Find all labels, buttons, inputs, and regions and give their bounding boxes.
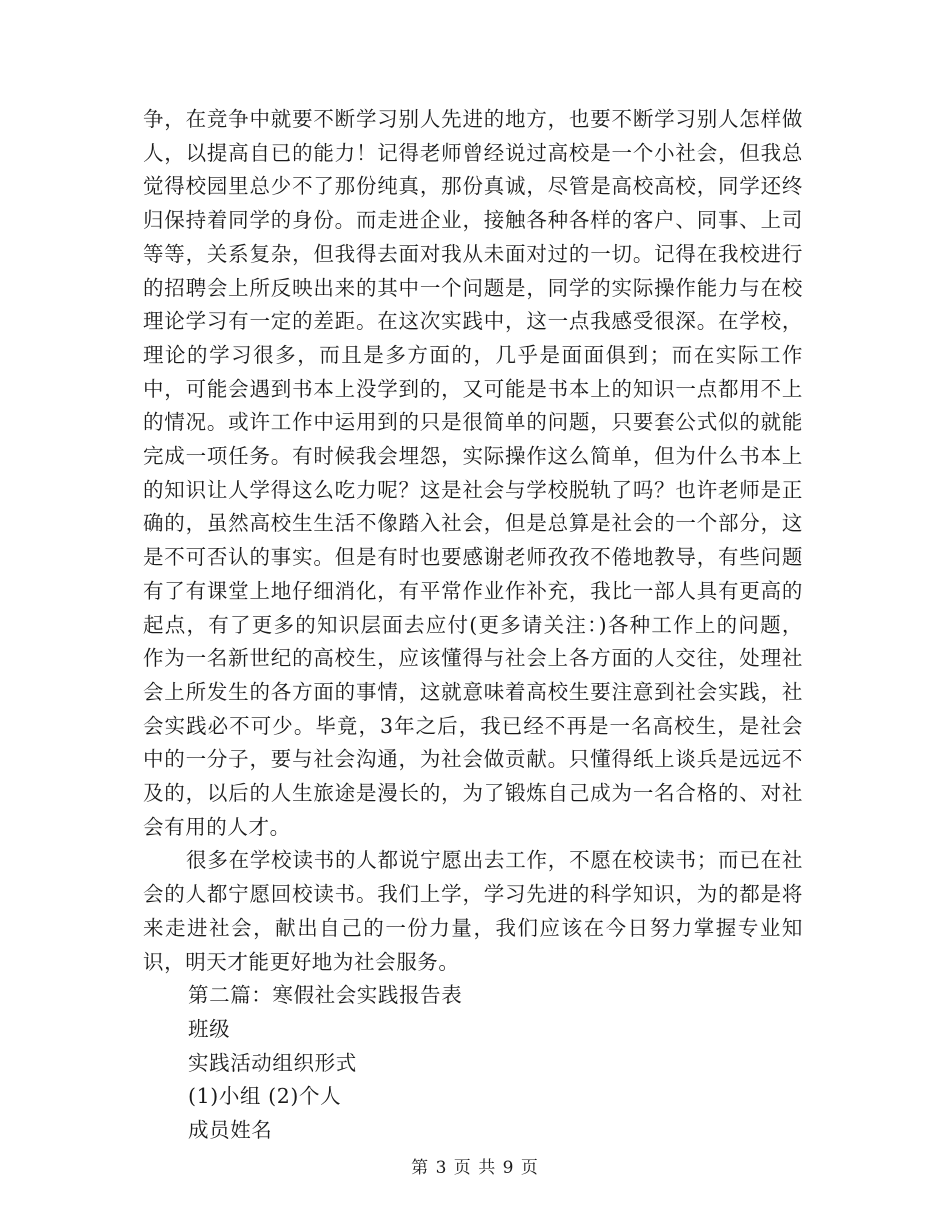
paragraph-continuation: 争，在竞争中就要不断学习别人先进的地方，也要不断学习别人怎样做人，以提高自已的能力！记得老师曾经说过高校是一个小社会，但我总觉得校园里总少不了那份纯真，那份真诚，尽管是高校高校，同学还终归保持着同学的身份。而走进企业，接触各种各样的客户、同事、上司等等，关系复杂，但我得去面对我从未面对过的一切。记得在我校进行的招聘会上所反映出来的其中一个问题是，同学的实际操作能力与在校理论学习有一定的差距。在这次实践中，这一点我感受很深。在学校，理论的学习很多，而且是多方面的，几乎是面面俱到；而在实际工作中，可能会遇到书本上没学到的，又可能是书本上的知识一点都用不上的情况。或许工作中运用到的只是很简单的问题，只要套公式似的就能完成一项任务。有时候我会埋怨，实际操作这么简单，但为什么书本上的知识让人学得这么吃力呢？这是社会与学校脱轨了吗？也许老师是正确的，虽然高校生生活不像踏入社会，但是总算是社会的一个部分，这是不可否认的事实。但是有时也要感谢老师孜孜不倦地教导，有些问题有了有课堂上地仔细消化，有平常作业作补充，我比一部人具有更高的起点，有了更多的知识层面去应付(更多请关注：)各种工作上的问题，作为一名新世纪的高校生，应该懂得与社会上各方面的人交往，处理社会上所发生的各方面的事情，这就意味着高校生要注意到社会实践，社会实践必不可少。毕竟，3年之后，我已经不再是一名高校生，是社会中的一分子，要与社会沟通，为社会做贡献。只懂得纸上谈兵是远远不及的，以后的人生旅途是漫长的，为了锻炼自己成为一名合格的、对社会有用的人才。 bbox=[143, 107, 803, 839]
paragraph-study-vs-society: 很多在学校读书的人都说宁愿出去工作，不愿在校读书；而已在社会的人都宁愿回校读书。我们上学，学习先进的科学知识，为的都是将来走进社会，献出自己的一份力量，我们应该在今日努力掌握专业知识，明天才能更好地为社会服务。 bbox=[143, 848, 803, 974]
section-title: 第二篇：寒假社会实践报告表 bbox=[188, 983, 463, 1008]
document-body bbox=[143, 103, 803, 1148]
form-field-organization-form: 实践活动组织形式 bbox=[188, 1050, 357, 1075]
page-number: 第 3 页 共 9 页 bbox=[411, 1158, 539, 1178]
form-field-class: 班级 bbox=[188, 1016, 231, 1041]
form-field-member-names: 成员姓名 bbox=[188, 1118, 273, 1143]
page-footer bbox=[0, 1153, 950, 1178]
form-field-options: (1)小组 (2)个人 bbox=[188, 1084, 342, 1109]
